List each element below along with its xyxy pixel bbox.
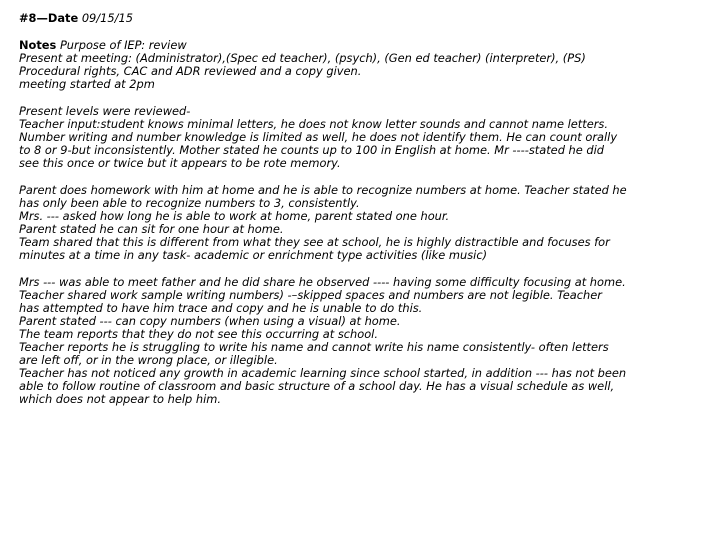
paragraph-line: Teacher shared work sample writing numbers) -–skipped spaces and numbers are not legible. Teacher <box>19 288 602 302</box>
parent-homework-section <box>19 184 709 262</box>
procedural-rights-line: Procedural rights, CAC and ADR reviewed and a copy given. <box>19 64 362 78</box>
notes-label: Notes <box>19 38 57 52</box>
present-levels-section <box>19 105 709 170</box>
paragraph-line: minutes at a time in any task- academic or enrichment type activities (like music) <box>19 248 488 262</box>
paragraph-line: Parent does homework with him at home and he is able to recognize numbers at home. Teacher stated he <box>19 183 627 197</box>
meeting-date: 09/15/15 <box>81 11 133 25</box>
paragraph-line: Present levels were reviewed- <box>19 104 191 118</box>
paragraph-line: Parent stated he can sit for one hour at home. <box>19 222 284 236</box>
paragraph-line: has only been able to recognize numbers to 3, consistently. <box>19 196 360 210</box>
paragraph-line: Number writing and number knowledge is limited as well, he does not identify them. He can count orally <box>19 130 618 144</box>
paragraph-line: to 8 or 9-but inconsistently. Mother stated he counts up to 100 in English at home. Mr ----stated he did <box>19 143 605 157</box>
paragraph-line: Mrs. --- asked how long he is able to work at home, parent stated one hour. <box>19 209 450 223</box>
note-number-label: #8—Date <box>19 11 79 25</box>
notes-block <box>19 52 709 91</box>
paragraph-line: able to follow routine of classroom and basic structure of a school day. He has a visual schedule as well, <box>19 379 615 393</box>
header-line <box>19 12 709 25</box>
paragraph-line: see this once or twice but it appears to be rote memory. <box>19 156 341 170</box>
observations-section <box>19 276 709 406</box>
paragraph-line: Parent stated --- can copy numbers (when using a visual) at home. <box>19 314 401 328</box>
attendees-line: Present at meeting: (Administrator),(Spec ed teacher), (psych), (Gen ed teacher) (interpreter), (PS) <box>19 51 586 65</box>
paragraph-line: The team reports that they do not see this occurring at school. <box>19 327 378 341</box>
paragraph-line: has attempted to have him trace and copy and he is unable to do this. <box>19 301 423 315</box>
purpose-text: Purpose of IEP: review <box>59 38 187 52</box>
paragraph-line: Teacher reports he is struggling to write his name and cannot write his name consistently- often letters <box>19 340 609 354</box>
start-time-line: meeting started at 2pm <box>19 77 155 91</box>
paragraph-line: which does not appear to help him. <box>19 392 221 406</box>
iep-meeting-notes <box>19 12 709 406</box>
paragraph-line: Teacher has not noticed any growth in academic learning since school started, in addition --- has not been <box>19 366 627 380</box>
paragraph-line: Mrs --- was able to meet father and he did share he observed ---- having some difficulty focusing at home. <box>19 275 626 289</box>
paragraph-line: Team shared that this is different from what they see at school, he is highly distractible and focuses for <box>19 235 610 249</box>
paragraph-line: are left off, or in the wrong place, or illegible. <box>19 353 278 367</box>
paragraph-line: Teacher input:student knows minimal letters, he does not know letter sounds and cannot name letters. <box>19 117 608 131</box>
